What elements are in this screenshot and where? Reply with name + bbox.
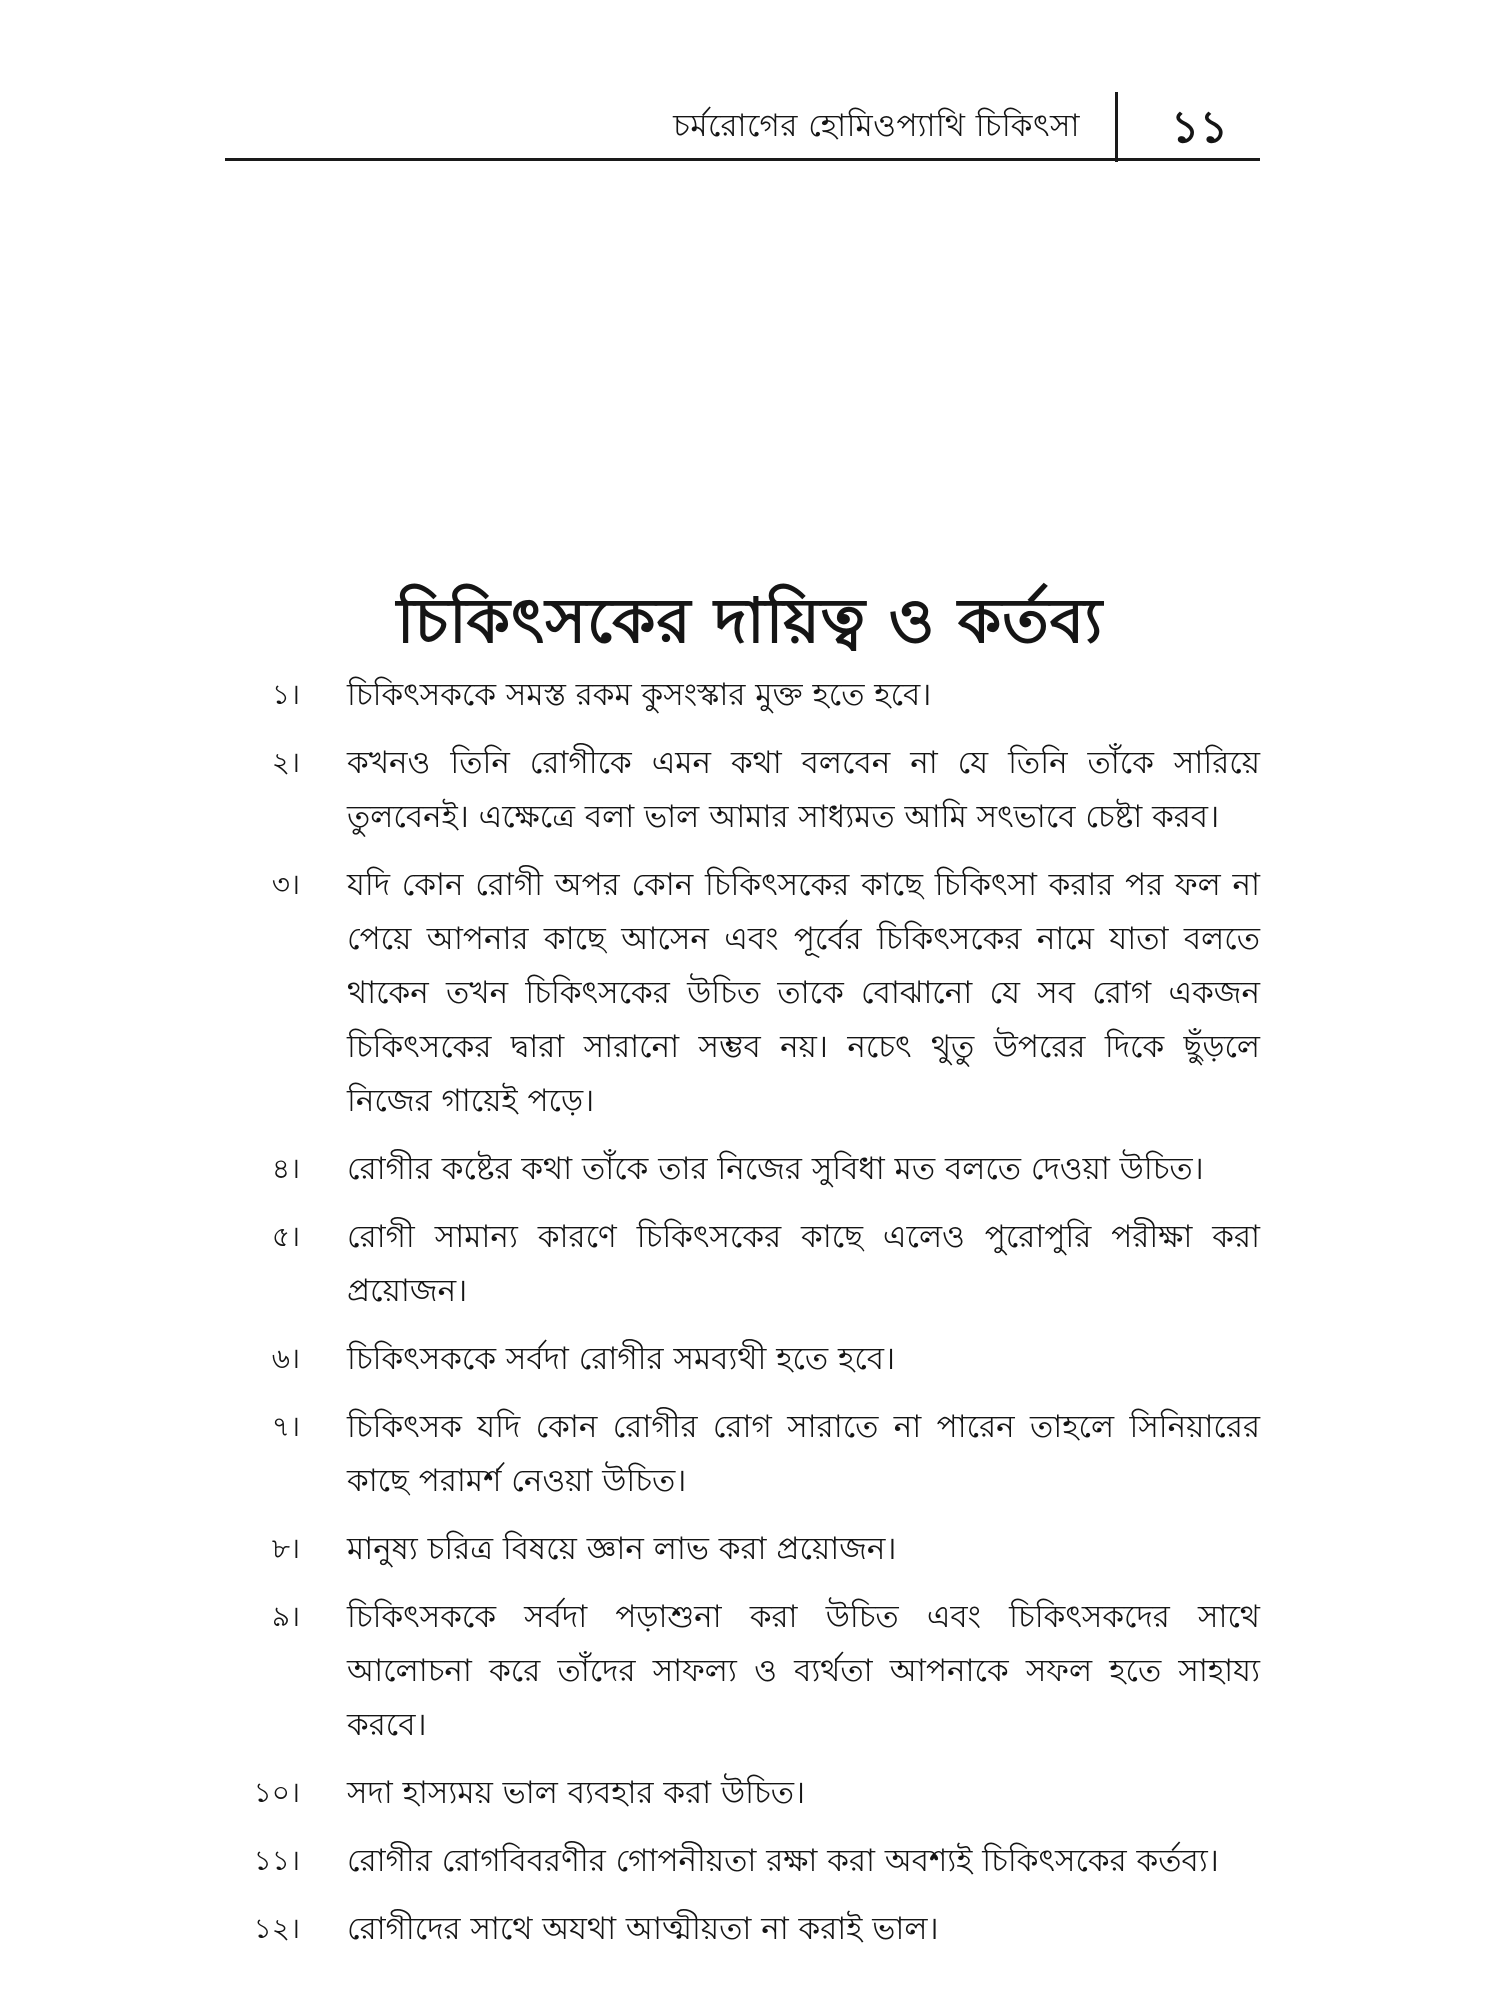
running-header-title: চর্মরোগের হোমিওপ্যাথি চিকিৎসা <box>673 108 1080 144</box>
list-item <box>225 736 1260 844</box>
list-item-text: চিকিৎসককে সর্বদা পড়াশুনা করা উচিত এবং চিকিৎসকদের সাথে আলোচনা করে তাঁদের সাফল্য ও ব্যর্থতা আপনাকে সফল হতে সাহায্য করবে। <box>347 1599 1260 1743</box>
page-number: ১১ <box>1170 102 1228 153</box>
list-item <box>225 858 1260 1128</box>
list-item-number: ৫। <box>271 1220 300 1253</box>
list-item-number: ২। <box>271 746 300 779</box>
list-item <box>225 1400 1260 1508</box>
list-item-number: ৬। <box>271 1342 300 1375</box>
list-item <box>225 1766 1260 1820</box>
list-item-text: যদি কোন রোগী অপর কোন চিকিৎসকের কাছে চিকিৎসা করার পর ফল না পেয়ে আপনার কাছে আসেন এবং পূর্বের চিকিৎসকের নামে যাতা বলতে থাকেন তখন চিকিৎসকের উচিত তাকে বোঝানো যে সব রোগ একজন চিকিৎসকের দ্বারা সারানো সম্ভব নয়। নচেৎ থুতু উপরের দিকে ছুঁড়লে নিজের গায়েই পড়ে। <box>347 867 1260 1119</box>
header-rule <box>225 158 1260 161</box>
list-item-number: ৭। <box>271 1410 300 1443</box>
list-item <box>225 1902 1260 1956</box>
list-item <box>225 1142 1260 1196</box>
list-item-text: রোগীদের সাথে অযথা আত্মীয়তা না করাই ভাল। <box>347 1911 939 1947</box>
running-header <box>225 92 1260 162</box>
list-item-number: ৮। <box>271 1532 300 1565</box>
list-item-text: রোগী সামান্য কারণে চিকিৎসকের কাছে এলেও পুরোপুরি পরীক্ষা করা প্রয়োজন। <box>347 1219 1260 1309</box>
list-item-number: ১১। <box>253 1844 300 1877</box>
list-item-text: মানুষ্য চরিত্র বিষয়ে জ্ঞান লাভ করা প্রয়োজন। <box>347 1531 897 1567</box>
list-item-text: কখনও তিনি রোগীকে এমন কথা বলবেন না যে তিনি তাঁকে সারিয়ে তুলবেনই। এক্ষেত্রে বলা ভাল আমার সাধ্যমত আমি সৎভাবে চেষ্টা করব। <box>347 745 1260 835</box>
list-item-number: ৪। <box>271 1152 300 1185</box>
list-item <box>225 1590 1260 1752</box>
duties-list <box>225 668 1260 1970</box>
list-item-number: ৩। <box>271 868 300 901</box>
list-item-text: চিকিৎসককে সর্বদা রোগীর সমব্যথী হতে হবে। <box>347 1341 896 1377</box>
list-item-text: রোগীর রোগবিবরণীর গোপনীয়তা রক্ষা করা অবশ্যই চিকিৎসকের কর্তব্য। <box>347 1843 1219 1879</box>
list-item <box>225 1834 1260 1888</box>
list-item <box>225 1210 1260 1318</box>
list-item-text: চিকিৎসককে সমস্ত রকম কুসংস্কার মুক্ত হতে হবে। <box>347 677 932 713</box>
list-item-text: চিকিৎসক যদি কোন রোগীর রোগ সারাতে না পারেন তাহলে সিনিয়ারের কাছে পরামর্শ নেওয়া উচিত। <box>347 1409 1260 1499</box>
section-title: চিকিৎসকের দায়িত্ব ও কর্তব্য <box>396 583 1104 657</box>
list-item-text: রোগীর কষ্টের কথা তাঁকে তার নিজের সুবিধা মত বলতে দেওয়া উচিত। <box>347 1151 1204 1187</box>
list-item <box>225 1332 1260 1386</box>
list-item-number: ৯। <box>271 1600 300 1633</box>
list-item-text: সদা হাস্যময় ভাল ব্যবহার করা উচিত। <box>347 1775 806 1811</box>
header-divider <box>1115 92 1118 162</box>
list-item-number: ১০। <box>253 1776 300 1809</box>
list-item-number: ১। <box>271 678 300 711</box>
list-item <box>225 1522 1260 1576</box>
list-item <box>225 668 1260 722</box>
list-item-number: ১২। <box>253 1912 300 1945</box>
